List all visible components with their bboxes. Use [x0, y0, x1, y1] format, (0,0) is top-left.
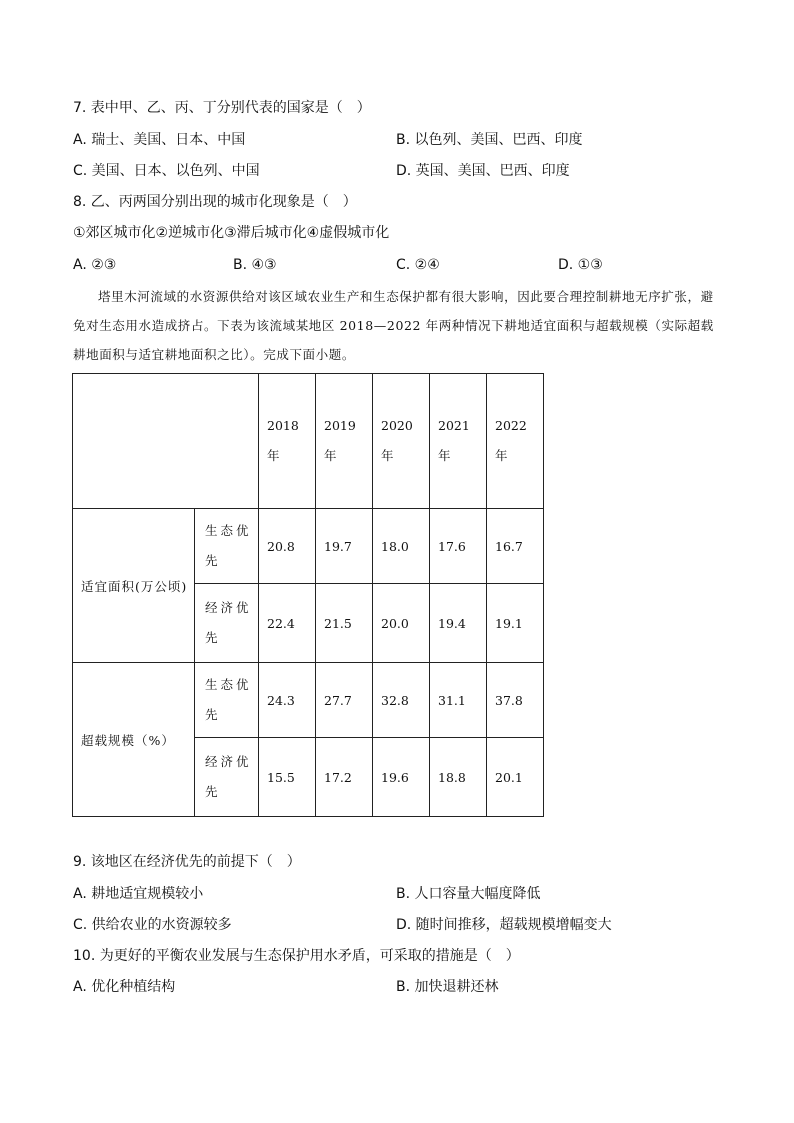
- year-header: 2021 年: [430, 374, 487, 509]
- cropland-data-table: [72, 373, 544, 817]
- table-cell: 24.3: [259, 663, 316, 738]
- row-group-overload-scale: 超载规模（%）: [73, 663, 195, 817]
- table-corner-cell: [73, 374, 259, 509]
- q9-option-b: B. 人口容量大幅度降低: [396, 886, 541, 902]
- q8-option-a: A. ②③: [73, 257, 117, 273]
- row-label-eco-priority: 生态优 先: [195, 509, 259, 584]
- table-cell: 20.0: [373, 584, 430, 663]
- q7-option-a: A. 瑞士、美国、日本、中国: [73, 132, 246, 148]
- year-header: 2020 年: [373, 374, 430, 509]
- q8-items: ①郊区城市化②逆城市化③滞后城市化④虚假城市化: [73, 225, 390, 241]
- row-group-suitable-area: 适宜面积(万公顷): [73, 509, 195, 663]
- row-label-econ-priority: 经济优 先: [195, 738, 259, 817]
- q7-option-b: B. 以色列、美国、巴西、印度: [396, 132, 583, 148]
- table-cell: 27.7: [316, 663, 373, 738]
- table-cell: 17.2: [316, 738, 373, 817]
- q9-option-a: A. 耕地适宜规模较小: [73, 886, 204, 902]
- q9-option-c: C. 供给农业的水资源较多: [73, 917, 232, 933]
- q7-option-d: D. 英国、美国、巴西、印度: [396, 163, 570, 179]
- q10-option-a: A. 优化种植结构: [73, 979, 176, 995]
- table-cell: 31.1: [430, 663, 487, 738]
- table-cell: 16.7: [487, 509, 544, 584]
- table-cell: 15.5: [259, 738, 316, 817]
- table-cell: 19.4: [430, 584, 487, 663]
- year-header: 2018 年: [259, 374, 316, 509]
- table-cell: 32.8: [373, 663, 430, 738]
- table-cell: 19.7: [316, 509, 373, 584]
- q9-stem: 9. 该地区在经济优先的前提下（ ）: [73, 854, 301, 870]
- q8-stem: 8. 乙、丙两国分别出现的城市化现象是（ ）: [73, 194, 357, 210]
- table-cell: 17.6: [430, 509, 487, 584]
- reading-passage: 塔里木河流域的水资源供给对该区域农业生产和生态保护都有很大影响，因此要合理控制耕地无序扩张，避免对生态用水造成挤占。下表为该流域某地区 2018—2022 年两种情况下耕地适宜面积与超载规模（实际超载耕地面积与适宜耕地面积之比）。完成下面小题。: [73, 289, 714, 362]
- q7-option-c: C. 美国、日本、以色列、中国: [73, 163, 260, 179]
- table-cell: 21.5: [316, 584, 373, 663]
- q7-stem: 7. 表中甲、乙、丙、丁分别代表的国家是（ ）: [73, 100, 371, 116]
- q10-option-b: B. 加快退耕还林: [396, 979, 499, 995]
- year-header: 2022 年: [487, 374, 544, 509]
- row-label-econ-priority: 经济优 先: [195, 584, 259, 663]
- table-cell: 37.8: [487, 663, 544, 738]
- table-cell: 20.1: [487, 738, 544, 817]
- q8-option-d: D. ①③: [558, 257, 603, 273]
- table-cell: 18.0: [373, 509, 430, 584]
- q10-stem: 10. 为更好的平衡农业发展与生态保护用水矛盾，可采取的措施是（ ）: [73, 948, 520, 964]
- q8-option-c: C. ②④: [396, 257, 440, 273]
- row-label-eco-priority: 生态优 先: [195, 663, 259, 738]
- table-cell: 20.8: [259, 509, 316, 584]
- table-cell: 19.1: [487, 584, 544, 663]
- table-cell: 22.4: [259, 584, 316, 663]
- year-header: 2019 年: [316, 374, 373, 509]
- table-cell: 18.8: [430, 738, 487, 817]
- table-cell: 19.6: [373, 738, 430, 817]
- q8-option-b: B. ④③: [233, 257, 277, 273]
- q9-option-d: D. 随时间推移，超载规模增幅变大: [396, 917, 612, 933]
